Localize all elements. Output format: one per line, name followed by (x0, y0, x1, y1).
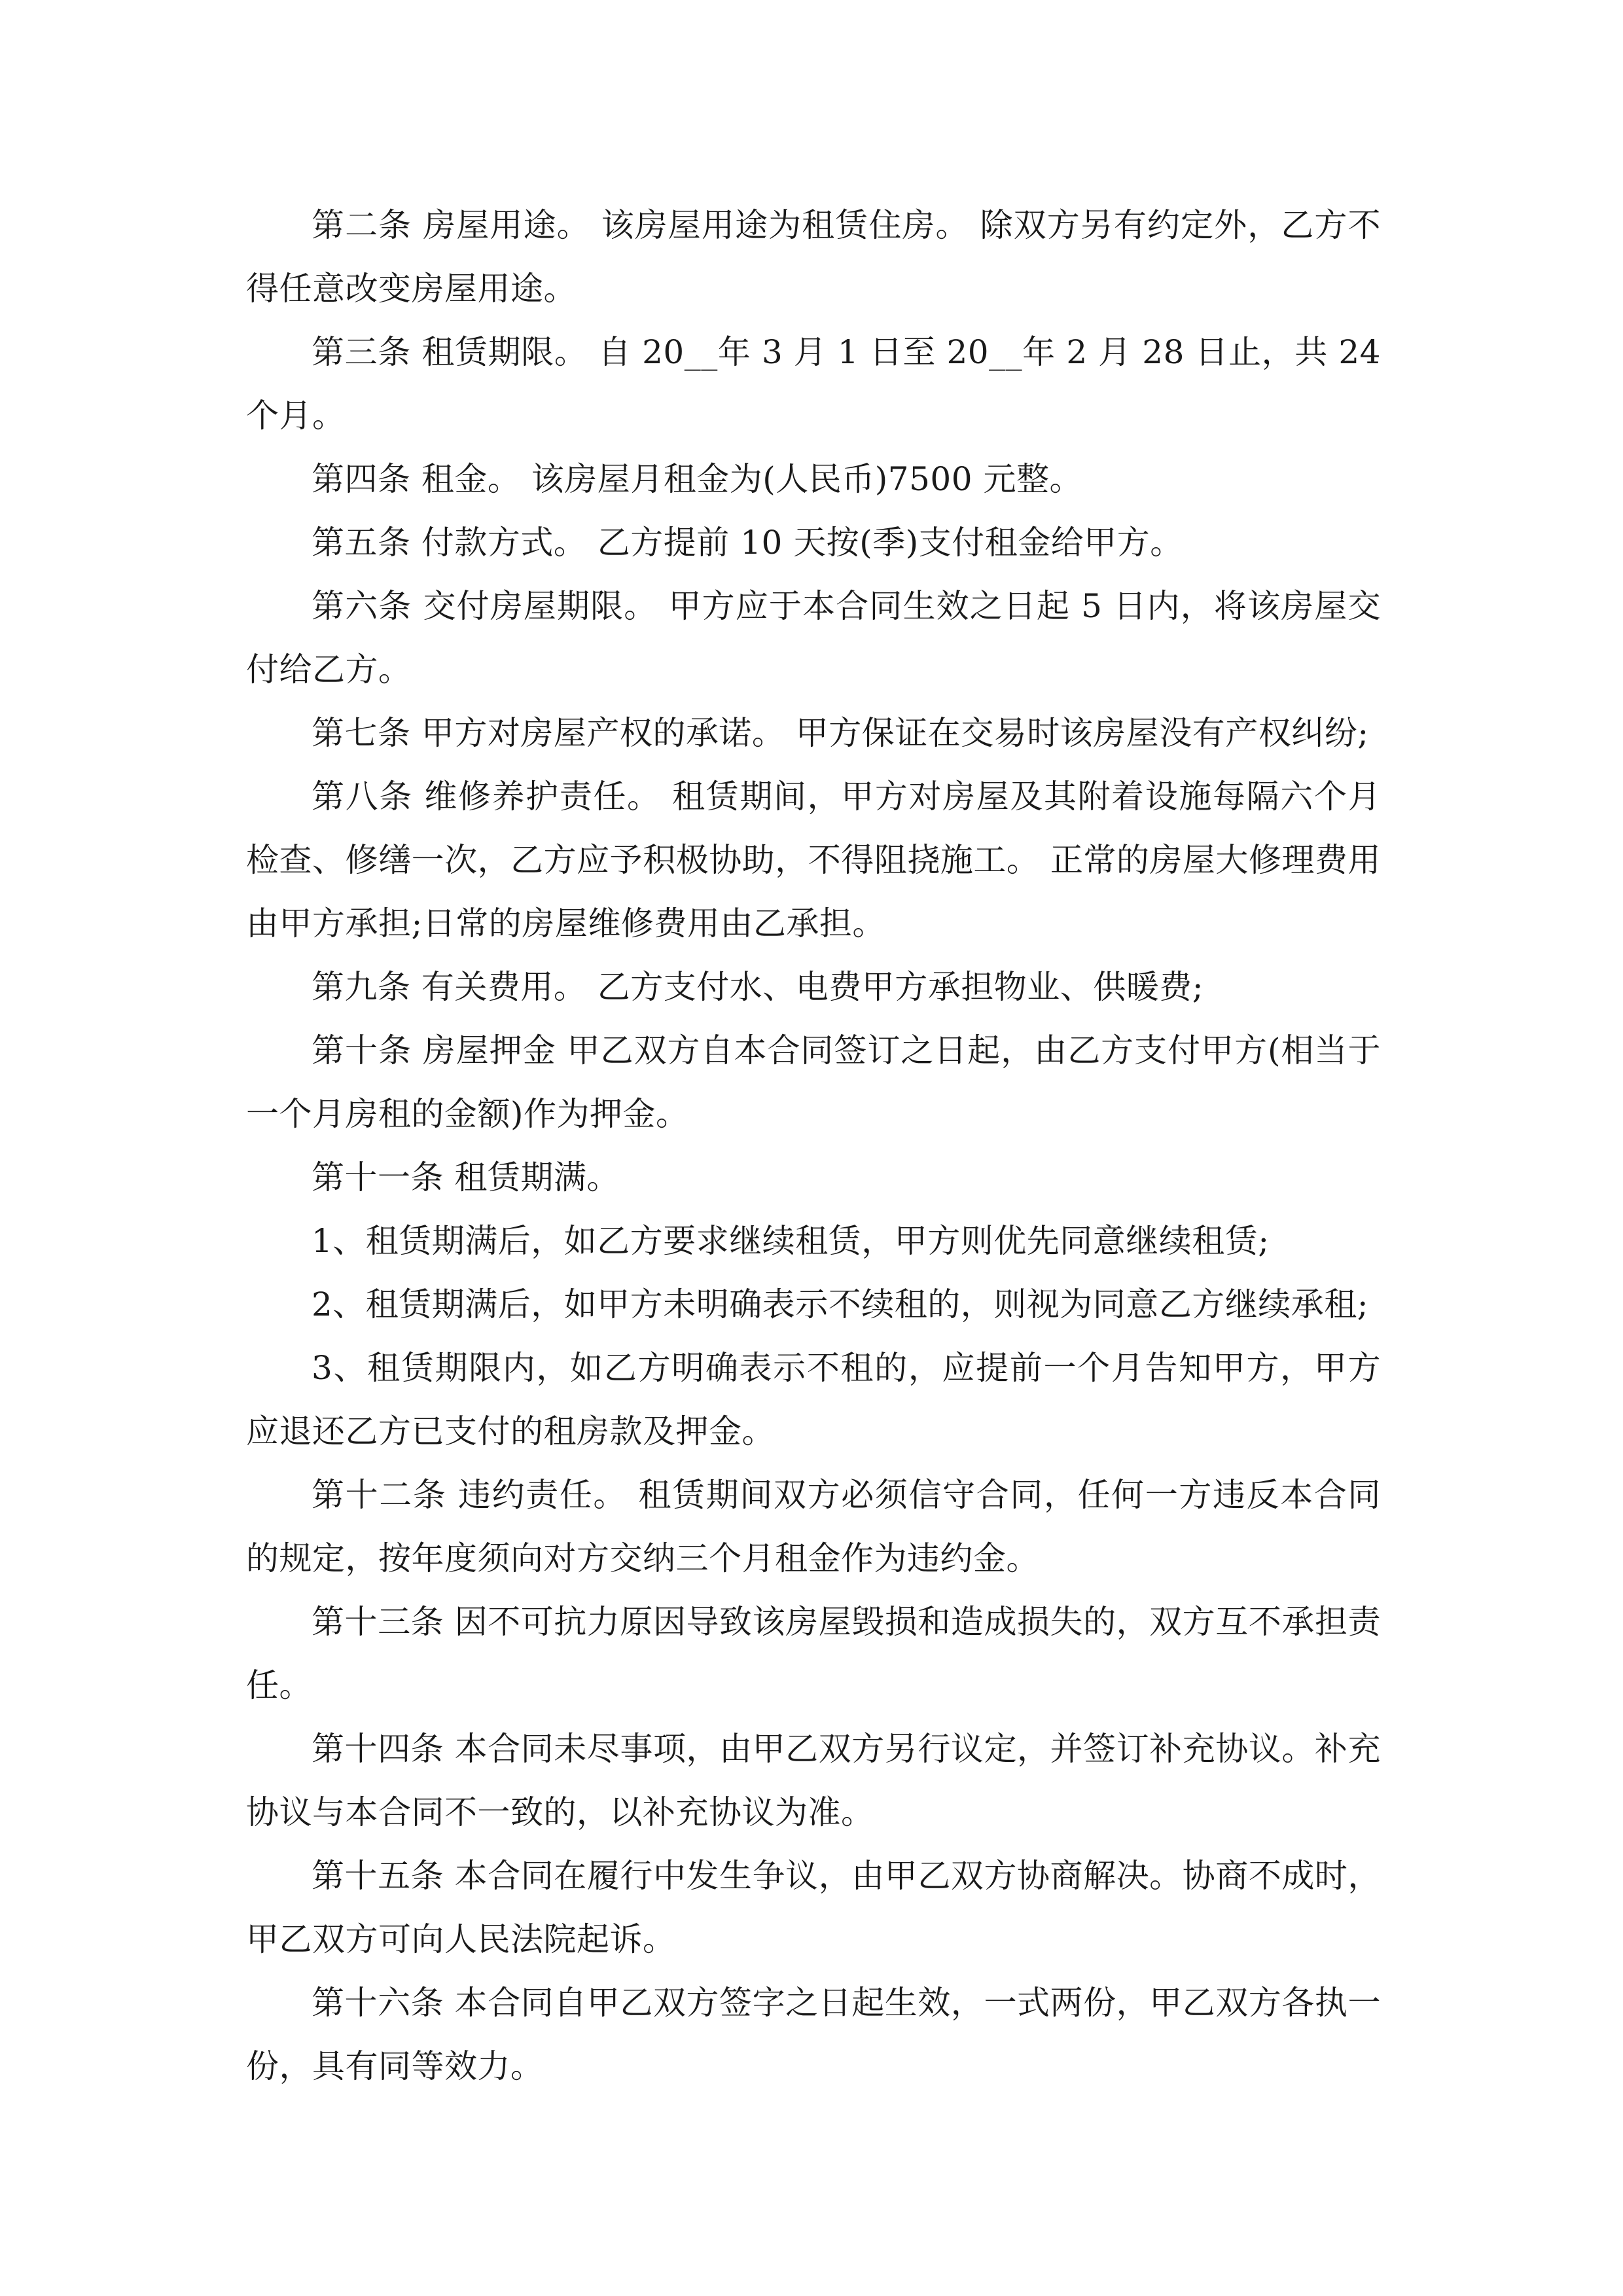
clause-10-deposit: 第十条 房屋押金 甲乙双方自本合同签订之日起，由乙方支付甲方(相当于一个月房租的金额)作为押金。 (246, 1031, 1381, 1133)
clause-5-payment: 第五条 付款方式。 乙方提前 10 天按(季)支付租金给甲方。 (312, 524, 1183, 562)
clause-11-item-3: 3、租赁期限内，如乙方明确表示不租的，应提前一个月告知甲方，甲方应退还乙方已支付的租房款及押金。 (246, 1349, 1381, 1450)
clause-11-item-2: 2、租赁期满后，如甲方未明确表示不续租的，则视为同意乙方继续承租; (312, 1285, 1369, 1323)
clause-15-dispute: 第十五条 本合同在履行中发生争议，由甲乙双方协商解决。协商不成时，甲乙双方可向人民法院起诉。 (246, 1857, 1381, 1958)
clause-13-force-majeure: 第十三条 因不可抗力原因导致该房屋毁损和造成损失的，双方互不承担责任。 (246, 1603, 1381, 1704)
clause-6-delivery: 第六条 交付房屋期限。 甲方应于本合同生效之日起 5 日内，将该房屋交付给乙方。 (246, 587, 1381, 689)
contract-body (246, 194, 1381, 2098)
clause-7-ownership: 第七条 甲方对房屋产权的承诺。 甲方保证在交易时该房屋没有产权纠纷; (312, 714, 1369, 752)
clause-4-rent: 第四条 租金。 该房屋月租金为(人民币)7500 元整。 (312, 460, 1082, 498)
clause-14-supplement: 第十四条 本合同未尽事项，由甲乙双方另行议定，并签订补充协议。补充协议与本合同不一致的，以补充协议为准。 (246, 1730, 1381, 1831)
clause-16-effect: 第十六条 本合同自甲乙双方签字之日起生效，一式两份，甲乙双方各执一份，具有同等效力。 (246, 1984, 1381, 2085)
clause-8-maintenance: 第八条 维修养护责任。 租赁期间，甲方对房屋及其附着设施每隔六个月检查、修缮一次，乙方应予积极协助，不得阻挠施工。 正常的房屋大修理费用由甲方承担;日常的房屋维修费用由乙承担。 (246, 778, 1381, 942)
clause-12-breach: 第十二条 违约责任。 租赁期间双方必须信守合同，任何一方违反本合同的规定，按年度须向对方交纳三个月租金作为违约金。 (246, 1476, 1381, 1577)
clause-11-item-1: 1、租赁期满后，如乙方要求继续租赁，甲方则优先同意继续租赁; (312, 1222, 1270, 1260)
clause-3-term: 第三条 租赁期限。 自 20__年 3 月 1 日至 20__年 2 月 28 日止，共 24 个月。 (246, 333, 1381, 435)
clause-9-fees: 第九条 有关费用。 乙方支付水、电费甲方承担物业、供暖费; (312, 968, 1204, 1006)
clause-11-expiry: 第十一条 租赁期满。 (312, 1158, 620, 1196)
clause-2-usage: 第二条 房屋用途。 该房屋用途为租赁住房。 除双方另有约定外，乙方不得任意改变房屋用途。 (246, 206, 1381, 308)
